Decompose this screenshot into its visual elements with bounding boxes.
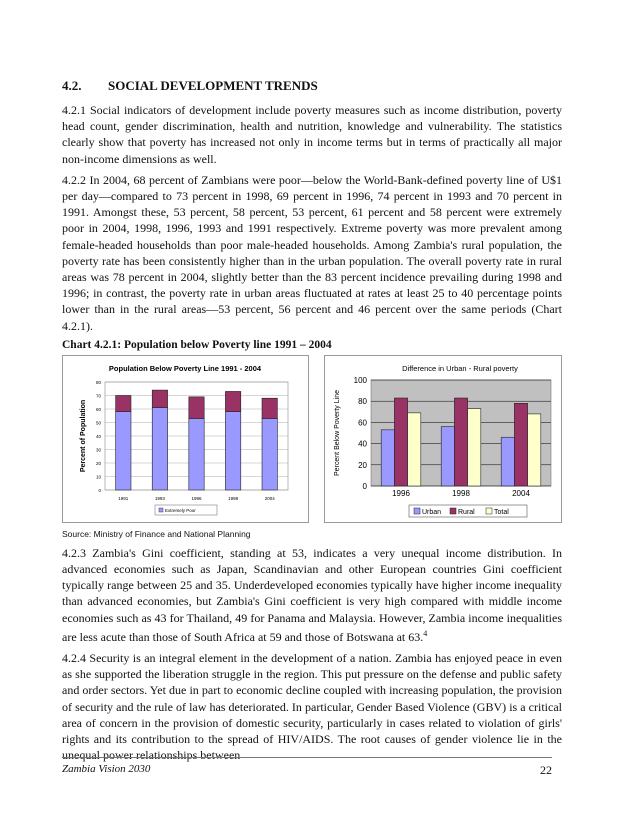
- poverty-trend-chart: [63, 356, 308, 522]
- chart-left-ytick-label: 60: [95, 406, 101, 412]
- chart-left-xtick-label: 1993: [154, 495, 165, 501]
- chart-right-legend-swatch-rural: [450, 508, 456, 514]
- chart-left-ytick-label: 40: [95, 433, 101, 439]
- chart-right-bar-rural: [514, 403, 527, 486]
- charts-row: [62, 355, 562, 523]
- document-page: [62, 78, 562, 768]
- chart-right-bar-total: [468, 408, 481, 485]
- chart-right-frame: [324, 355, 562, 523]
- chart-caption: Chart 4.2.1: Population below Poverty line 1991 – 2004: [62, 338, 332, 351]
- chart-left-bar-moderate: [189, 397, 204, 419]
- paragraph-4-2-1: 4.2.1 Social indicators of development include poverty measures such as income distribution, poverty head count, gender discrimination, health and nutrition, knowledge and vulnerability. The statistics clearly show that poverty has increased not only in income terms but in terms of practically all major non-income dimensions as well.: [62, 103, 562, 166]
- chart-left-xtick-label: 2004: [264, 495, 275, 501]
- chart-right-legend-label-urban: Urban: [422, 508, 442, 516]
- chart-source: Source: Ministry of Finance and National Planning: [62, 528, 251, 539]
- chart-left-ytick-label: 70: [95, 393, 101, 399]
- chart-right-title: Difference in Urban - Rural poverty: [402, 363, 518, 373]
- chart-right-bar-urban: [441, 426, 454, 485]
- chart-right-legend-label-rural: Rural: [458, 508, 475, 516]
- chart-left-legend-label: Extremely Poor: [165, 507, 196, 513]
- chart-left-bar-moderate: [116, 395, 131, 411]
- chart-left-ylabel: Percent of Population: [80, 399, 87, 473]
- chart-left-bar-moderate: [152, 390, 167, 408]
- section-heading: [62, 78, 562, 94]
- paragraph-4-2-3: [62, 545, 562, 645]
- chart-left-xtick-label: 1996: [191, 495, 202, 501]
- chart-right-ytick-label: 0: [362, 481, 367, 491]
- chart-left-ytick-label: 0: [98, 487, 101, 493]
- paragraph-4-2-4: 4.2.4 Security is an integral element in the development of a nation. Zambia has enjoyed peace in even as she supported the liberation struggle in the region. This put pressure on the defense and public safety and order sectors. Yet due in part to economic decline coupled with increasing population, the provision of security and the rule of law has deteriorated. In particular, Gender Based Violence (GBV) is a critical area of concern in the provision of domestic security, particularly in cases related to violation of girls' rights and its contribution to the spread of HIV/AIDS. The root causes of gender violence lie in the unequal power relationships between: [62, 651, 562, 763]
- chart-right-legend-swatch-urban: [414, 508, 420, 514]
- chart-left-ytick-label: 10: [95, 474, 101, 480]
- chart-right-ytick-label: 60: [358, 418, 367, 428]
- chart-left-ytick-label: 20: [95, 460, 101, 466]
- chart-right-bar-urban: [501, 437, 514, 486]
- chart-right-bar-rural: [454, 398, 467, 486]
- chart-right-ytick-label: 40: [358, 439, 367, 449]
- chart-right-xtick-label: 1996: [392, 488, 410, 498]
- chart-left-bar-moderate: [225, 391, 240, 411]
- chart-right-legend-label-total: Total: [494, 508, 509, 516]
- page-footer: [62, 757, 552, 775]
- chart-left-bar-extreme: [152, 407, 167, 489]
- chart-left-ytick-label: 50: [95, 420, 101, 426]
- chart-left-frame: [62, 355, 309, 523]
- chart-right-ylabel: Percent Below Poverty Line: [334, 389, 341, 476]
- chart-left-ytick-label: 30: [95, 447, 101, 453]
- chart-left-xtick-label: 1991: [118, 495, 129, 501]
- chart-right-bar-rural: [394, 398, 407, 486]
- chart-left-bar-extreme: [262, 418, 277, 490]
- urban-rural-chart: [325, 356, 561, 522]
- chart-right-bar-total: [528, 414, 541, 486]
- chart-left-bar-extreme: [225, 412, 240, 490]
- footnote-marker: 4: [423, 628, 428, 638]
- paragraph-4-2-3-text: 4.2.3 Zambia's Gini coefficient, standing at 53, indicates a very unequal income distribution. In advanced economies such as Japan, Scandinavian and other European countries Gini coefficient typically range between 25 and 35. Underdeveloped economies typically have higher income inequality than advanced economies, but Zambia's Gini coefficient is very high compared with middle income economies such as 43 for Thailand, 49 for Panama and Malaysia. However, Zambia income inequalities are less acute than those of South Africa at 59 and those of Botswana at 63.: [62, 545, 562, 644]
- chart-left-bar-extreme: [189, 418, 204, 490]
- chart-right-ytick-label: 80: [358, 397, 367, 407]
- section-number: 4.2.: [62, 78, 82, 93]
- footer-title: Zambia Vision 2030: [62, 763, 151, 775]
- chart-right-xtick-label: 2004: [512, 488, 530, 498]
- paragraph-4-2-2: 4.2.2 In 2004, 68 percent of Zambians were poor—below the World-Bank-defined poverty line of U$1 per day—compared to 73 percent in 1998, 69 percent in 1996, 74 percent in 1993 and 70 percent in 1991. Amongst these, 53 percent, 58 percent, 53 percent, 61 percent and 58 percent were extremely poor in 2004, 1998, 1996, 1993 and 1991 respectively. Extreme poverty was more prevalent among female-headed households than poor male-headed households. Among Zambia's rural population, the poverty rate has been consistently higher than in the urban population. The overall poverty rate in rural areas was 78 percent in 2004, slightly better than the 83 percent incidence prevailing during 1998 and 1996; in contrast, the poverty rate in urban areas fluctuated at rates at least 25 to 40 percentage points lower than in the rural areas—53 percent, 56 percent and 46 percent over the same periods (Chart 4.2.1).: [62, 172, 562, 333]
- chart-right-bar-total: [408, 413, 421, 486]
- chart-right-xtick-label: 1998: [452, 488, 470, 498]
- chart-right-ytick-label: 20: [358, 460, 367, 470]
- chart-left-xtick-label: 1998: [228, 495, 239, 501]
- section-title: SOCIAL DEVELOPMENT TRENDS: [108, 78, 318, 93]
- chart-left-bar-extreme: [116, 412, 131, 490]
- chart-right-ytick-label: 100: [353, 375, 367, 385]
- chart-right-bar-urban: [381, 430, 394, 486]
- chart-right-legend-swatch-total: [486, 508, 492, 514]
- chart-left-ytick-label: 80: [95, 379, 101, 385]
- chart-left-title: Population Below Poverty Line 1991 - 2004: [108, 363, 262, 373]
- chart-left-legend-swatch: [159, 508, 163, 512]
- page-number: 22: [540, 763, 552, 777]
- chart-left-bar-moderate: [262, 398, 277, 418]
